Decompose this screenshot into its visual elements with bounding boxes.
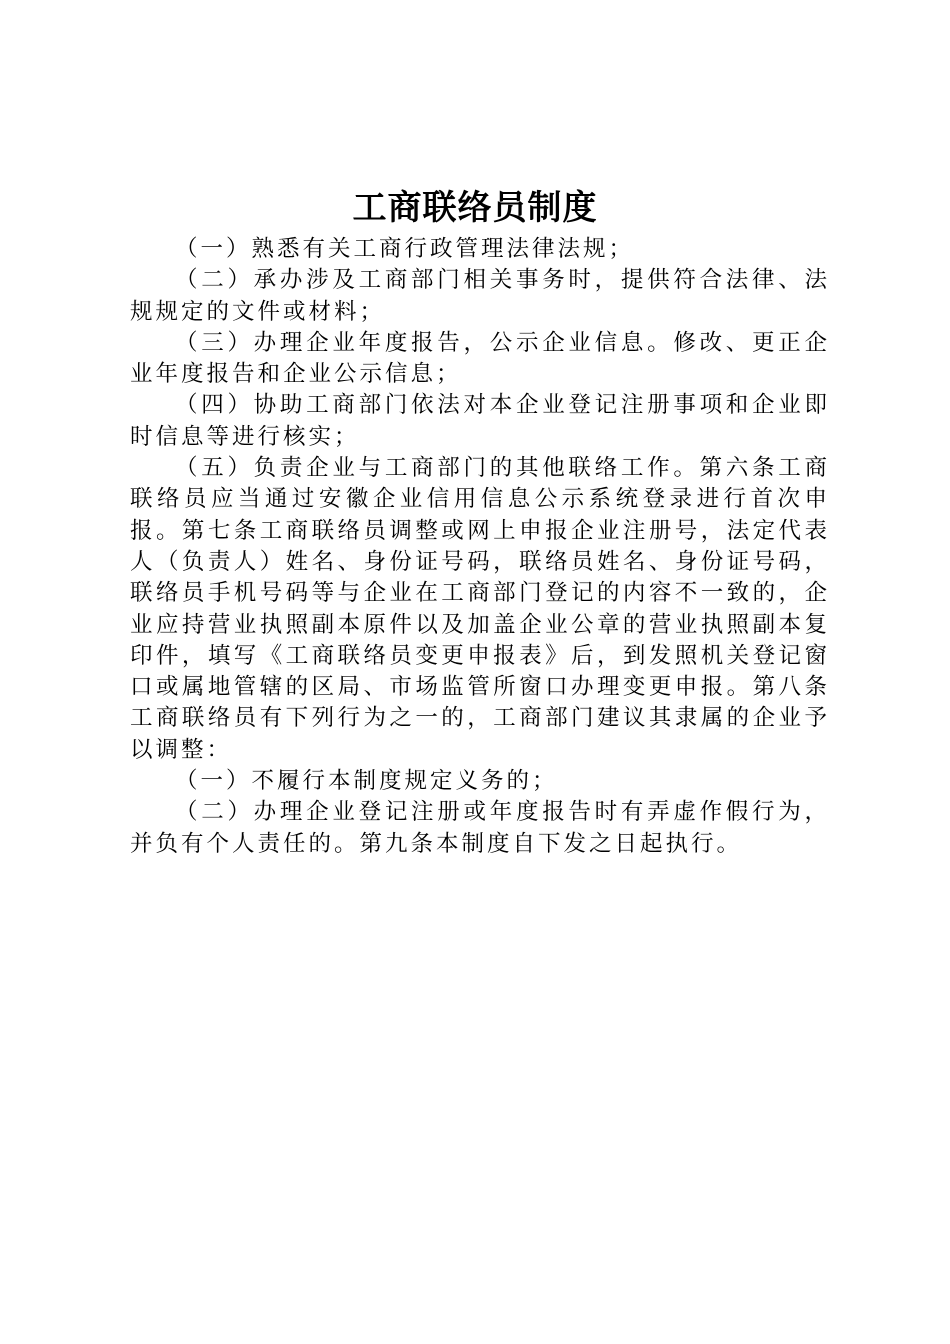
paragraph-6: （一）不履行本制度规定义务的； [175,768,558,795]
document-body [130,234,830,860]
paragraph-7: （二）办理企业登记注册或年度报告时有弄虚作假行为，并负有个人责任的。第九条本制度自下发之日起执行。 [130,799,830,857]
paragraph-1: （一）熟悉有关工商行政管理法律法规； [175,236,635,262]
paragraph-3: （三）办理企业年度报告，公示企业信息。修改、更正企业年度报告和企业公示信息； [130,329,830,388]
paragraph-4: （四）协助工商部门依法对本企业登记注册事项和企业即时信息等进行核实； [130,392,830,450]
paragraph-5: （五）负责企业与工商部门的其他联络工作。第六条工商联络员应当通过安徽企业信用信息公示系统登录进行首次申报。第七条工商联络员调整或网上申报企业注册号，法定代表人（负责人）姓名、身份证号码，联络员姓名、身份证号码，联络员手机号码等与企业在工商部门登记的内容不一致的，企业应持营业执照副本原件以及加盖企业公章的营业执照副本复印件，填写《工商联络员变更申报表》后，到发照机关登记窗口或属地管辖的区局、市场监管所窗口办理变更申报。第八条工商联络员有下列行为之一的，工商部门建议其隶属的企业予以调整： [130,455,830,763]
paragraph-2: （二）承办涉及工商部门相关事务时，提供符合法律、法规规定的文件或材料； [130,267,830,325]
document-title: 工商联络员制度 [352,188,598,228]
